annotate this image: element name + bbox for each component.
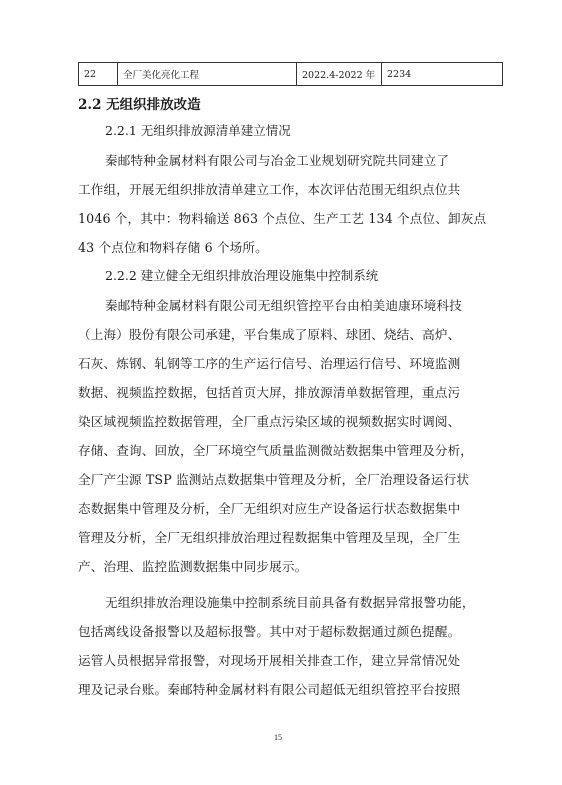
paragraph-line: 态数据集中管理及分析，全厂无组织对应生产设备运行状态数据集中 bbox=[78, 501, 461, 516]
page-number: 15 bbox=[274, 733, 282, 742]
paragraph-line: 数据、视频监控数据，包括首页大屏，排放源清单数据管理，重点污 bbox=[78, 385, 461, 400]
subsection-title-1: 2.2.1 无组织排放源清单建立情况 bbox=[105, 123, 291, 138]
project-name: 全厂美化亮化工程 bbox=[118, 63, 297, 86]
paragraph-line: 秦邮特种金属材料有限公司无组织管控平台由柏美迪康环境科技 bbox=[105, 298, 462, 313]
subsection-title-2: 2.2.2 建立健全无组织排放治理设施集中控制系统 bbox=[105, 268, 379, 283]
paragraph-line: 染区域视频监控数据管理，全厂重点污染区域的视频数据实时调阅、 bbox=[78, 414, 461, 429]
paragraph-line: 产、治理、监控监测数据集中同步展示。 bbox=[78, 559, 308, 574]
section-title: 2.2 无组织排放改造 bbox=[78, 97, 201, 113]
project-table bbox=[78, 62, 503, 86]
paragraph-line: 全厂产尘源 TSP 监测站点数据集中管理及分析，全厂治理设备运行状 bbox=[78, 472, 470, 487]
paragraph-line: 运管人员根据异常报警，对现场开展相关排查工作，建立异常情况处 bbox=[78, 653, 461, 668]
paragraph-line: 无组织排放治理设施集中控制系统目前具备有数据异常报警功能， bbox=[105, 595, 475, 610]
paragraph-line: 存储、查询、回放，全厂环境空气质量监测微站数据集中管理及分析， bbox=[78, 443, 474, 458]
row-number: 22 bbox=[79, 63, 118, 86]
paragraph-line: 43 个点位和物料存储 6 个场所。 bbox=[78, 240, 268, 255]
paragraph-line: 包括离线设备报警以及超标报警。其中对于超标数据通过颜色提醒。 bbox=[78, 624, 461, 639]
paragraph-line: 理及记录台账。秦邮特种金属材料有限公司超低无组织管控平台按照 bbox=[78, 682, 461, 697]
paragraph-line: 管理及分析，全厂无组织排放治理过程数据集中管理及呈现，全厂生 bbox=[78, 530, 461, 545]
project-amount: 2234 bbox=[382, 63, 503, 86]
paragraph-line: （上海）股份有限公司承建，平台集成了原料、球团、烧结、高炉、 bbox=[78, 327, 461, 342]
table-row bbox=[79, 63, 503, 86]
paragraph-line: 石灰、炼钢、轧钢等工序的生产运行信号、治理运行信号、环境监测 bbox=[78, 356, 461, 371]
paragraph-line: 工作组，开展无组织排放清单建立工作，本次评估范围无组织点位共 bbox=[78, 182, 461, 197]
paragraph-line: 秦邮特种金属材料有限公司与冶金工业规划研究院共同建立了 bbox=[105, 153, 450, 168]
paragraph-line: 1046 个，其中：物料输送 863 个点位、生产工艺 134 个点位、卸灰点 bbox=[78, 211, 487, 226]
project-period: 2022.4-2022 年 bbox=[297, 63, 382, 86]
